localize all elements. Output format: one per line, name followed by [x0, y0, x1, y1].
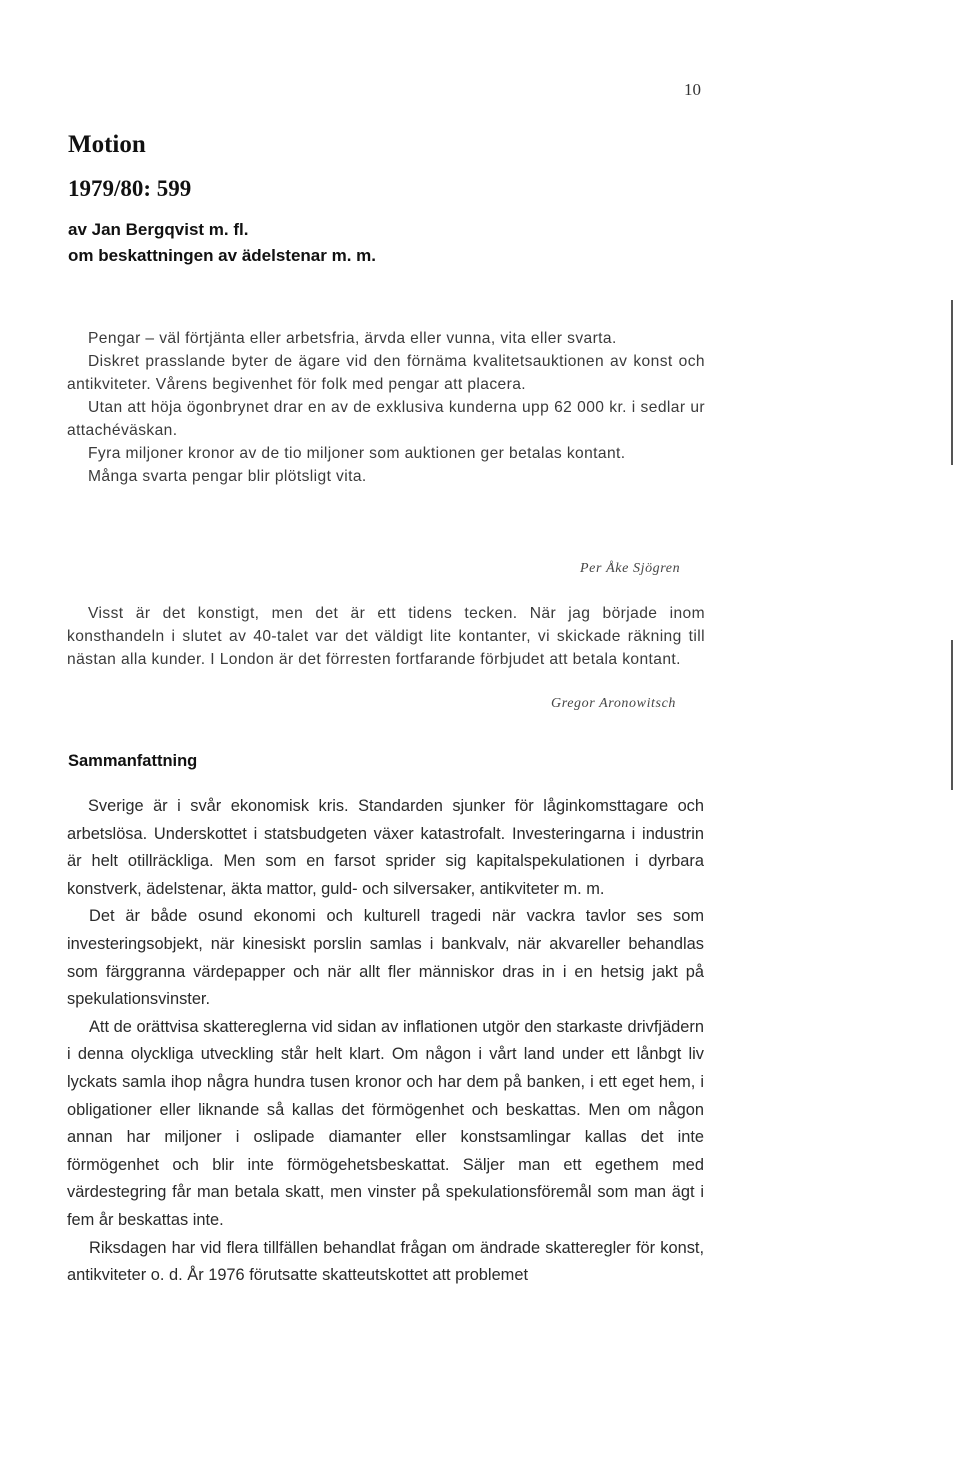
summary-body: [67, 793, 704, 1290]
page-number: 10: [684, 80, 701, 99]
subject-line: om beskattningen av ädelstenar m. m.: [68, 246, 376, 265]
quote-paragraph: Många svarta pengar blir plötsligt vita.: [88, 468, 367, 485]
epigraph-quote-2: [67, 602, 705, 671]
document-number: 1979/80: 599: [68, 176, 192, 201]
summary-heading: Sammanfattning: [68, 752, 198, 770]
quote-paragraph: Pengar – väl förtjänta eller arbetsfria, ärvda eller vunna, vita eller svarta.: [88, 330, 617, 347]
scan-edge-line: [951, 300, 953, 465]
document-type-heading: Motion: [68, 131, 146, 158]
scan-edge-line: [951, 640, 953, 790]
author-line: av Jan Bergqvist m. fl.: [68, 220, 249, 239]
body-paragraph: Sverige är i svår ekonomisk kris. Standarden sjunker för låginkomsttagare och arbetslösa. Underskottet i statsbudgeten växer katastrofalt. Investeringarna i industrin är helt otillräckliga. Men som en farsot sprider sig kapitalspekulationen i dyrbara konstverk, ädelstenar, äkta mattor, guld- och silversaker, antikviteter m. m.: [67, 797, 704, 898]
quote-attribution: Gregor Aronowitsch: [551, 696, 677, 711]
quote-paragraph: Fyra miljoner kronor av de tio miljoner som auktionen ger betalas kontant.: [88, 445, 626, 462]
body-paragraph: Det är både osund ekonomi och kulturell tragedi när vackra tavlor ses som investeringsobjekt, när kinesiskt porslin samlas i bankvalv, när akvareller behandlas som färggranna värdepapper och när allt fler människor dras in i en hetsig jakt på spekulationsvinster.: [67, 907, 704, 1009]
body-paragraph: Att de orättvisa skattereglerna vid sidan av inflationen utgör den starkaste drivfjädern i denna olyckliga utveckling står helt klart. Om någon i vårt land under ett lånbgt liv lyckats samla ihop några hundra tusen kronor och har dem på banken, i ett eget hem, i obligationer eller liknande så kallas det förmögenhet och beskattas. Men om någon annan har miljoner i oslipade diamanter eller konstsamlingar kallas det inte förmögenhet och blir inte förmögehetsbeskattat. Säljer man ett egethem med värdestegring får man betala skatt, men vinster på spekulationsföremål som man ägt i fem år beskattas inte.: [67, 1017, 704, 1229]
quote-paragraph: Visst är det konstigt, men det är ett tidens tecken. När jag började inom konsthandeln i slutet av 40-talet var det väldigt lite kontanter, vi skickade räkning till nästan alla kunder. I London är det förresten fortfarande förbjudet att betala kontant.: [67, 605, 705, 668]
quote-attribution: Per Åke Sjögren: [580, 561, 681, 576]
epigraph-quote-1: [67, 327, 705, 488]
body-paragraph: Riksdagen har vid flera tillfällen behandlat frågan om ändrade skatteregler för konst, antikviteter o. d. År 1976 förutsatte skatteutskottet att problemet: [67, 1238, 704, 1285]
quote-paragraph: Utan att höja ögonbrynet drar en av de exklusiva kunderna upp 62 000 kr. i sedlar ur attachéväskan.: [67, 399, 705, 439]
quote-paragraph: Diskret prasslande byter de ägare vid den förnäma kvalitetsauktionen av konst och antikviteter. Vårens begivenhet för folk med pengar att placera.: [67, 353, 705, 393]
